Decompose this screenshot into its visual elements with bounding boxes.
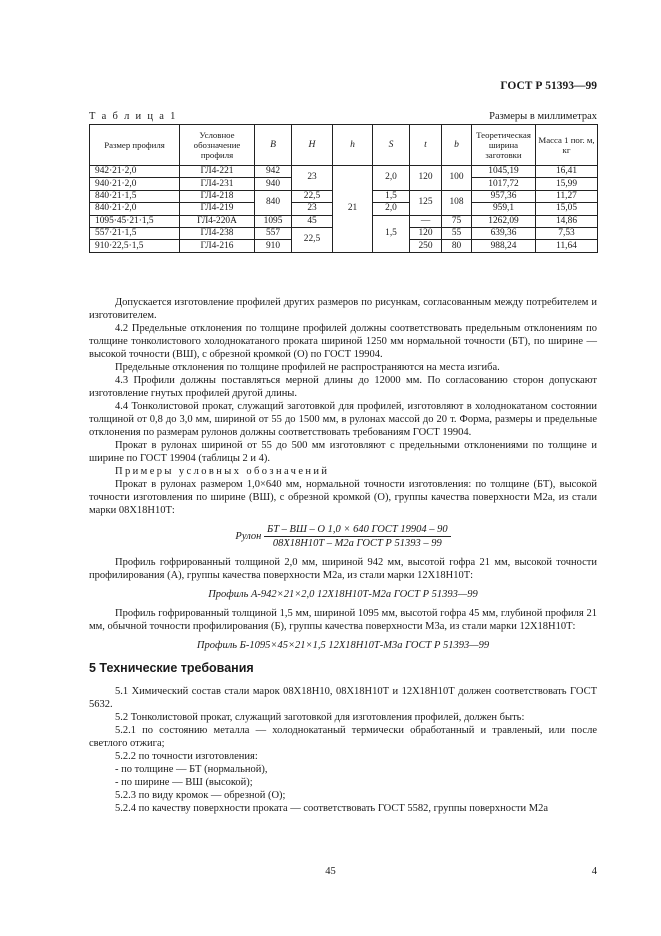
cell-width: 1045,19 [472,166,536,178]
cell-mass: 11,64 [536,240,598,252]
formula-numerator: БТ – ВШ – О 1,0 × 640 ГОСТ 19904 – 90 [264,523,451,537]
cell-b: 100 [442,166,472,191]
cell-H: 22,5 [292,190,333,202]
cell-b: 80 [442,240,472,252]
cell-S: 1,5 [373,215,410,252]
cell-size: 840·21·1,5 [90,190,180,202]
cell-width: 959,1 [472,203,536,215]
paragraph: 5.2.1 по состоянию металла — холоднокатаный термически обработанный и травленый, или после светлого отжига; [89,725,597,749]
cell-B: 940 [255,178,292,190]
formula-rulon [89,523,597,550]
col-h: h [333,125,373,166]
paragraph: Предельные отклонения по толщине профилей не распространяются на места изгиба. [115,362,500,373]
cell-designation: ГЛ4-221 [180,166,255,178]
cell-mass: 16,41 [536,166,598,178]
paragraph: 5.2 Тонколистовой прокат, служащий заготовкой для изготовления профилей, должен быть: [115,712,525,723]
formula-profile-b: Профиль Б-1095×45×21×1,5 12Х18Н10Т-М3а ГОСТ Р 51393—99 [196,640,490,651]
cell-H: 22,5 [292,227,333,252]
cell-B: 557 [255,227,292,239]
cell-b: 108 [442,190,472,215]
paragraph: - по толщине — БТ (нормальной), [115,764,268,775]
cell-t: 120 [410,227,442,239]
cell-B: 1095 [255,215,292,227]
cell-h: 21 [333,166,373,253]
cell-B: 910 [255,240,292,252]
col-t: t [410,125,442,166]
cell-size: 910·22,5·1,5 [90,240,180,252]
body-text [89,296,597,815]
cell-size: 940·21·2,0 [90,178,180,190]
standard-header: ГОСТ Р 51393—99 [500,80,597,92]
cell-H: 23 [292,166,333,191]
cell-designation: ГЛ4-216 [180,240,255,252]
cell-mass: 15,99 [536,178,598,190]
col-B: B [255,125,292,166]
formula-denominator: 08Х18Н10Т – М2а ГОСТ Р 51393 – 99 [272,538,442,549]
cell-width: 957,36 [472,190,536,202]
cell-size: 840·21·2,0 [90,203,180,215]
examples-heading: Примеры условных обозначений [115,466,330,477]
cell-b: 55 [442,227,472,239]
col-width: Теоретическая ширина заготовки [472,125,536,166]
cell-t: 120 [410,166,442,191]
cell-t: 125 [410,190,442,215]
col-S: S [373,125,410,166]
cell-mass: 14,86 [536,215,598,227]
cell-mass: 7,53 [536,227,598,239]
paragraph: 5.2.2 по точности изготовления: [115,751,258,762]
paragraph: Допускается изготовление профилей других размеров по рисункам, согласованным между потребителем и изготовителем. [89,297,597,321]
formula-prefix: Рулон [235,530,262,542]
col-size: Размер профиля [90,125,180,166]
cell-size: 557·21·1,5 [90,227,180,239]
cell-mass: 11,27 [536,190,598,202]
cell-t: 250 [410,240,442,252]
cell-width: 1262,09 [472,215,536,227]
profile-table [89,124,598,253]
cell-H: 23 [292,203,333,215]
col-b: b [442,125,472,166]
cell-S: 1,5 [373,190,410,202]
cell-size: 942·21·2,0 [90,166,180,178]
paragraph: 4.3 Профили должны поставляться мерной длины до 12000 мм. По согласованию сторон допускают изготовление гнутых профилей другой длины. [89,375,597,399]
cell-width: 988,24 [472,240,536,252]
cell-H: 45 [292,215,333,227]
paragraph: 4.4 Тонколистовой прокат, служащий заготовкой для профилей, изготовляют в холоднокатаном состоянии толщиной от 0,8 до 3,0 мм, шириной от 55 до 1500 мм, в рулонах массой до 20 т. Форма, размеры и предельные отклонения по размерам рулонов должны соответствовать требованиям ГОСТ 19904. [89,401,597,438]
paragraph: 4.2 Предельные отклонения по толщине профилей должны соответствовать предельным отклонениям по толщине тонколистового холоднокатаного проката шириной 1250 мм нормальной точности (БТ), по ширине — высокой точности (ВШ), с обрезной кромкой (О) по ГОСТ 19904. [89,323,597,360]
paragraph: 5.2.4 по качеству поверхности проката — соответствовать ГОСТ 5582, группы поверхности М2а [115,803,549,814]
table-row [90,166,598,178]
paragraph: Профиль гофрированный толщиной 1,5 мм, шириной 1095 мм, высотой гофра 45 мм, глубиной профиля 21 мм, обычной точности профилирования (Б), группы качества поверхности М3а, из стали марки 12Х18Н10Т: [89,608,597,632]
paragraph: Прокат в рулонах шириной от 55 до 500 мм изготовляют с предельными отклонениями по толщине и ширине по ГОСТ 19904 (таблицы 2 и 4). [89,440,597,464]
cell-designation: ГЛ4-219 [180,203,255,215]
cell-b: 75 [442,215,472,227]
formula-fraction [264,523,451,550]
page-number: 45 [325,866,336,877]
paragraph: - по ширине — ВШ (высокой); [115,777,253,788]
cell-S: 2,0 [373,166,410,191]
sheet-number: 4 [591,866,597,877]
paragraph: Профиль гофрированный толщиной 2,0 мм, шириной 942 мм, высотой гофра 21 мм, высокой точности профилирования (А), группы качества поверхности М2а, из стали марки 12Х18Н10Т: [89,557,597,581]
col-H: H [292,125,333,166]
cell-size: 1095·45·21·1,5 [90,215,180,227]
table-caption: Т а б л и ц а 1 [89,111,178,122]
paragraph: 5.1 Химический состав стали марок 08Х18Н10, 08Х18Н10Т и 12Х18Н10Т должен соответствовать ГОСТ 5632. [89,686,597,710]
cell-width: 639,36 [472,227,536,239]
cell-designation: ГЛ4-231 [180,178,255,190]
cell-designation: ГЛ4-220А [180,215,255,227]
cell-t: — [410,215,442,227]
cell-B: 942 [255,166,292,178]
table-units: Размеры в миллиметрах [489,111,597,122]
formula-profile-a: Профиль А-942×21×2,0 12Х18Н10Т-М2а ГОСТ Р 51393—99 [208,589,478,600]
cell-S: 2,0 [373,203,410,215]
cell-designation: ГЛ4-238 [180,227,255,239]
section-title: 5 Технические требования [89,661,254,675]
table-header-row [90,125,598,166]
paragraph: 5.2.3 по виду кромок — обрезной (О); [115,790,286,801]
col-designation: Условное обозначение профиля [180,125,255,166]
col-mass: Масса 1 пог. м, кг [536,125,598,166]
cell-mass: 15,05 [536,203,598,215]
cell-width: 1017,72 [472,178,536,190]
cell-designation: ГЛ4-218 [180,190,255,202]
cell-B: 840 [255,190,292,215]
paragraph: Прокат в рулонах размером 1,0×640 мм, нормальной точности изготовления: по толщине (БТ), высокой точности изготовления по ширине (ВШ), с обрезной кромкой (О), группы качества поверхности М2а, из стали марки 08Х18Н10Т: [89,479,597,516]
